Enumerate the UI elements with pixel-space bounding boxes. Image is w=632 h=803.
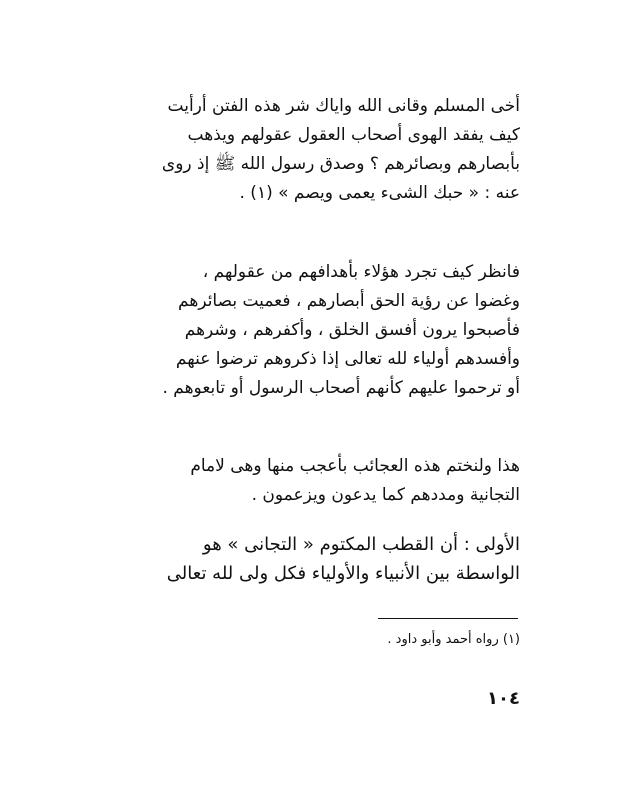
footnote: (١) رواه أحمد وأبو داود .	[387, 632, 520, 647]
paragraph-3: هذا ولنختم هذه العجائب بأعجب منها وهى لامام التجانية ومددهم كما يدعون ويزعمون .	[190, 456, 520, 505]
paragraph-1: أخى المسلم وقانى الله واياك شر هذه الفتن أرأيت كيف يفقد الهوى أصحاب العقول عقولهم ويذهب بأبصارهم وبصائرهم ؟ وصدق رسول الله ﷺ إذ روى عنه : « حبك الشىء يعمى ويصم » (١) .	[161, 96, 520, 203]
page-number: ١٠٤	[487, 688, 520, 709]
paragraph-2: فانظر كيف تجرد هؤلاء بأهدافهم من عقولهم ، وغضوا عن رؤية الحق أبصارهم ، فعميت بصائرهم فأصبحوا يرون أفسق الخلق ، وأكفرهم ، وشرهم وأفسدهم أولياء لله تعالى إذا ذكروهم ترضوا عنهم أو ترحموا عليهم كأنهم أصحاب الرسول أو تابعوهم .	[162, 262, 520, 398]
footnote-divider	[378, 618, 518, 619]
paragraph-4: الأولى : أن القطب المكتوم « التجانى » هو الواسطة بين الأنبياء والأولياء فكل ولى لله تعالى	[166, 534, 520, 584]
